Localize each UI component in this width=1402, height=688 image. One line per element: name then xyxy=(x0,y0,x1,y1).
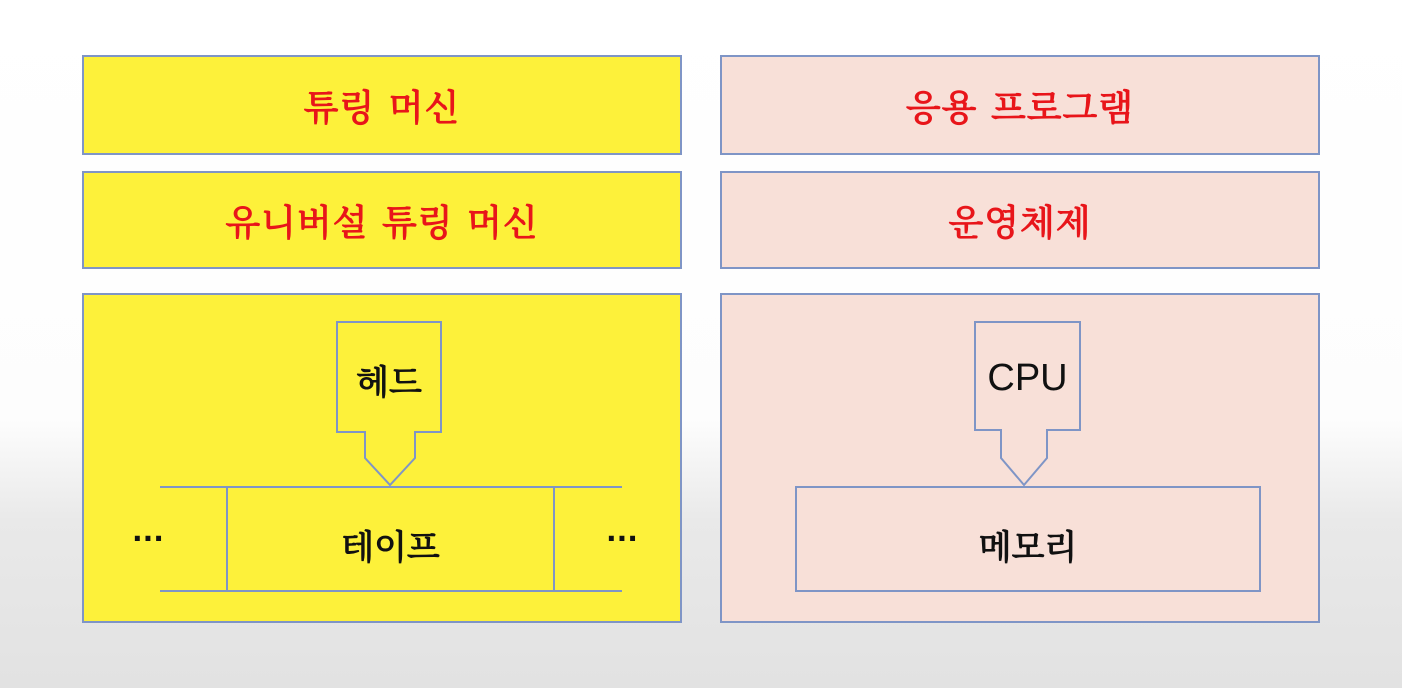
cpu-label: CPU xyxy=(987,357,1068,399)
head-label: 헤드 xyxy=(356,363,422,403)
ellipsis-left: ··· xyxy=(132,522,164,555)
operating-system-title: 운영체제 xyxy=(948,202,1092,244)
tape-label: 테이프 xyxy=(341,528,440,568)
turing-machine-title: 튜링 머신 xyxy=(303,87,461,129)
ellipsis-right: ··· xyxy=(606,522,638,555)
cpu-arrow-shape xyxy=(975,322,1080,485)
universal-turing-machine-title: 유니버설 튜링 머신 xyxy=(225,202,539,244)
memory-label: 메모리 xyxy=(978,528,1078,568)
application-program-title: 응용 프로그램 xyxy=(905,87,1135,129)
